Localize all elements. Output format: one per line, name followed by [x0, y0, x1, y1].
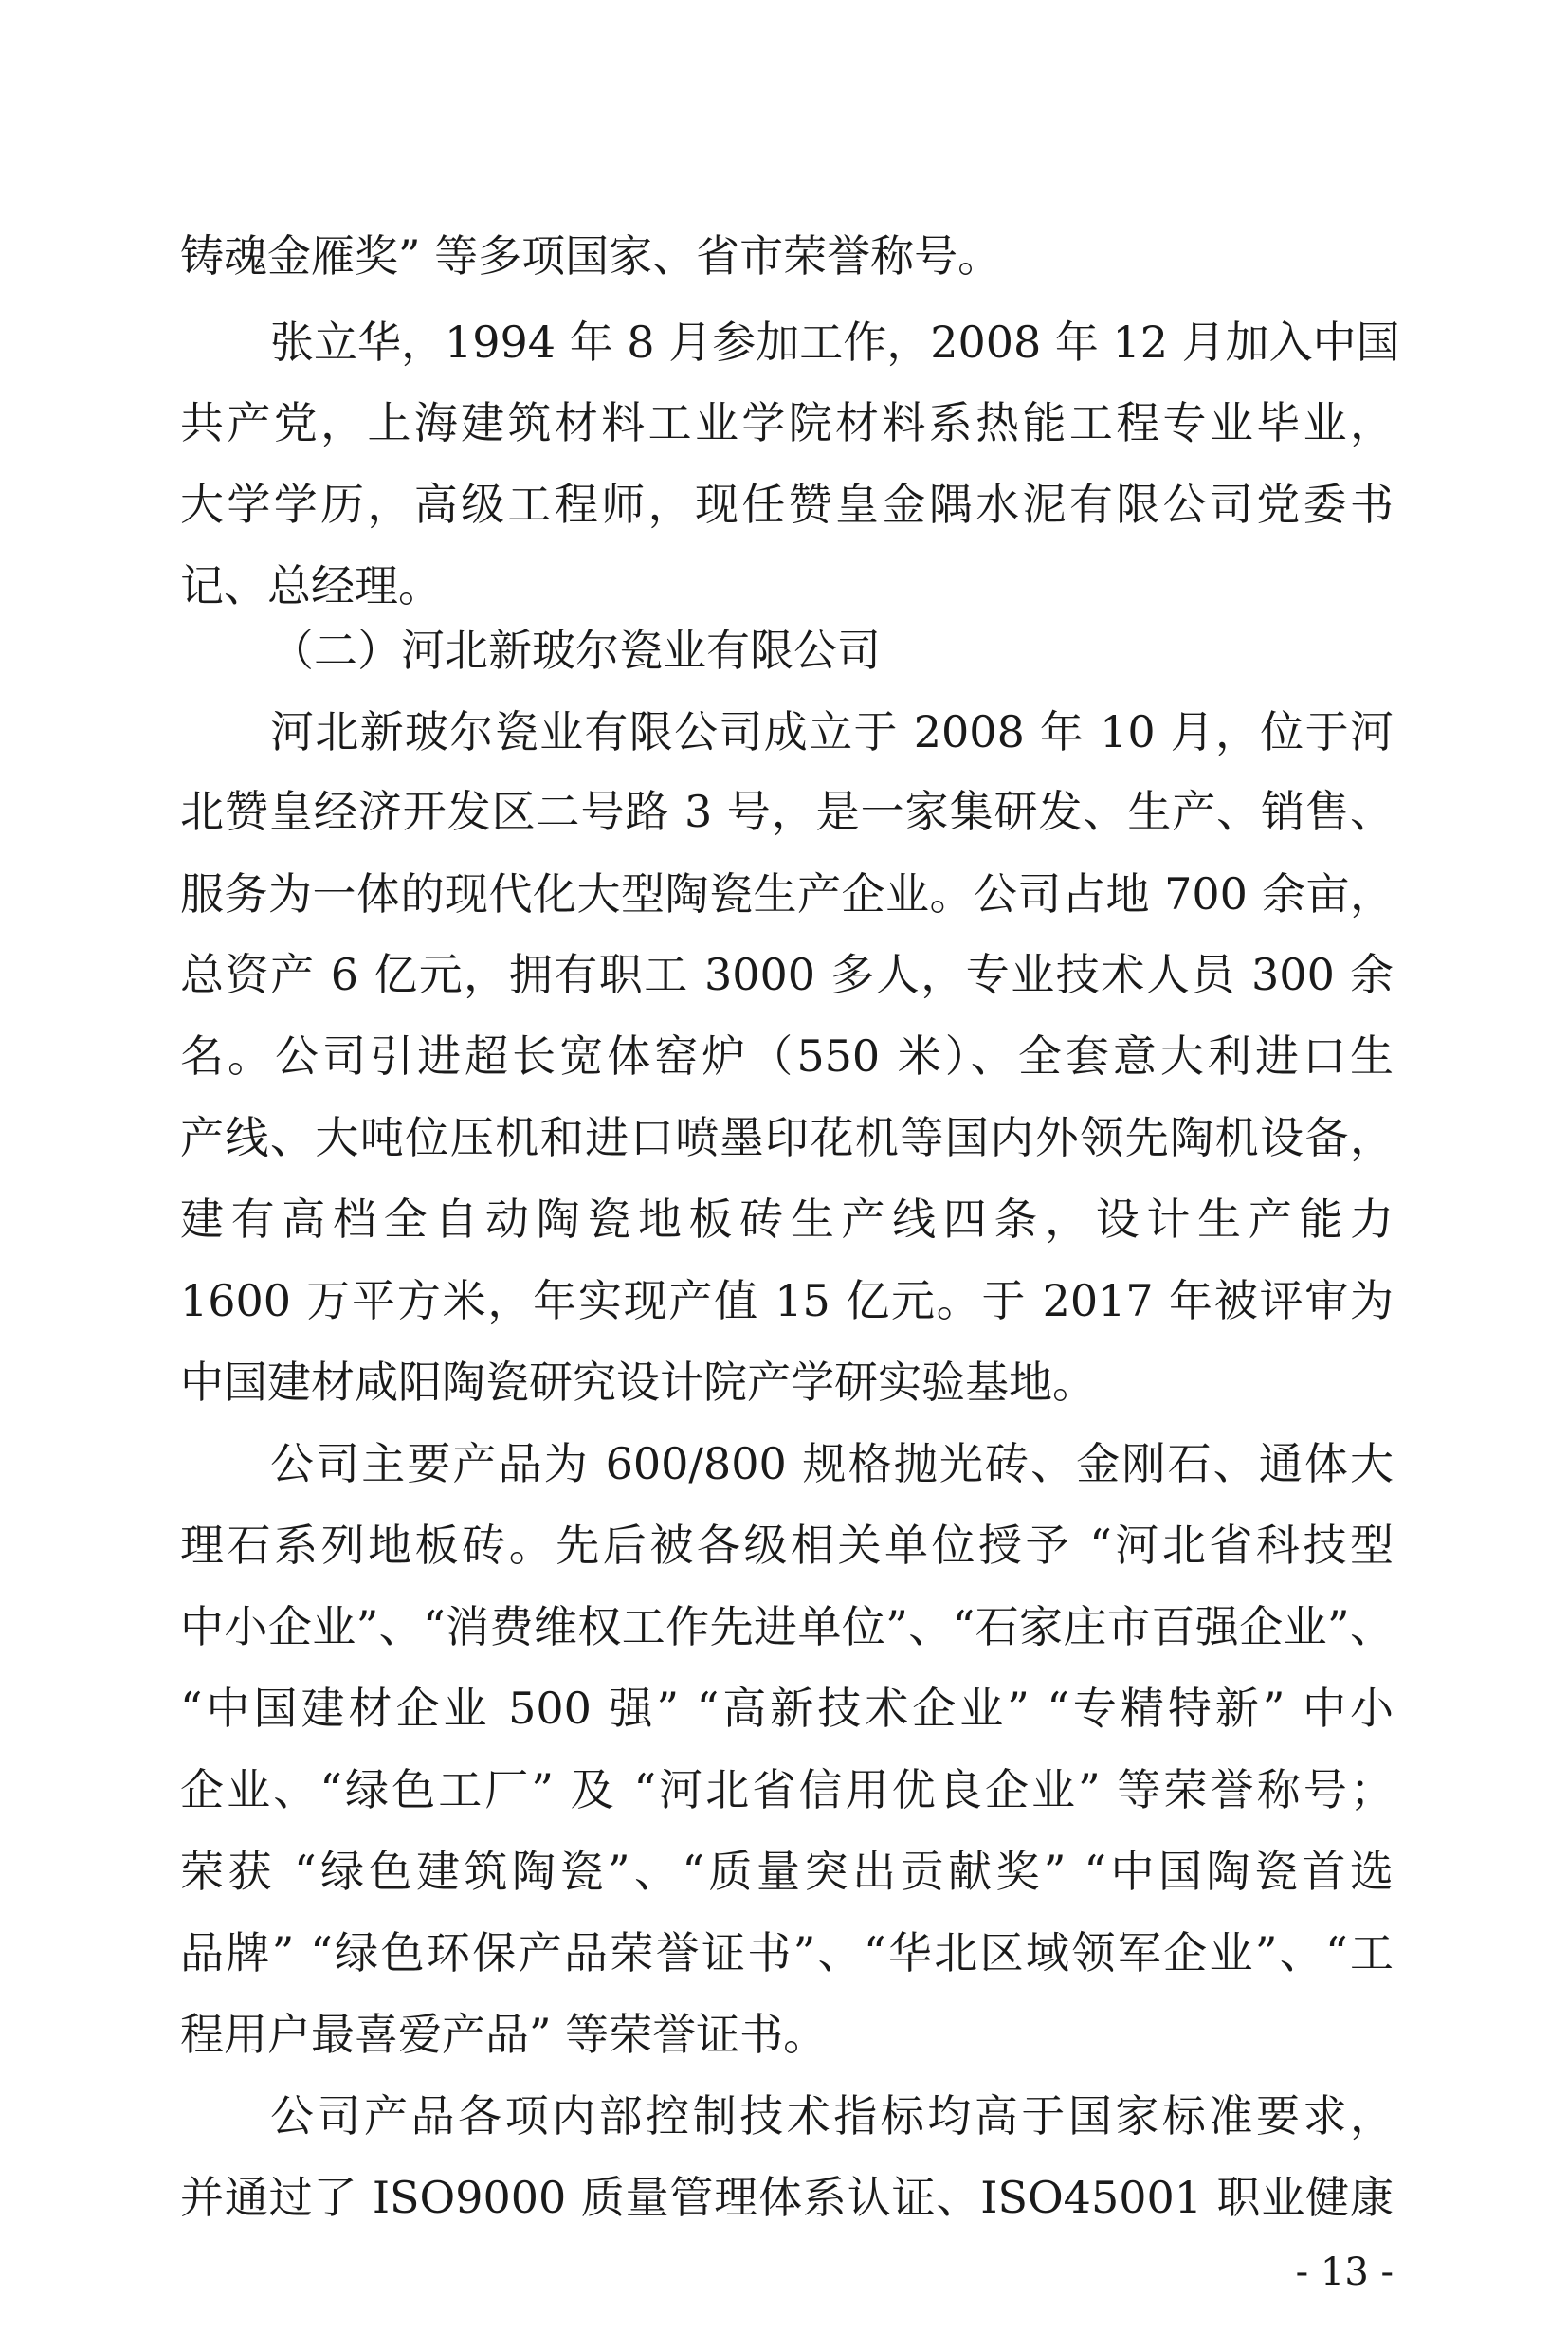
- text-line: 企业、“绿色工厂” 及 “河北省信用优良企业” 等荣誉称号；: [180, 1764, 1394, 1815]
- text-line: 公司产品各项内部控制技术指标均高于国家标准要求，: [270, 2090, 1394, 2141]
- text-line: 荣获 “绿色建筑陶瓷”、“质量突出贡献奖” “中国陶瓷首选: [180, 1846, 1394, 1897]
- text-line: 并通过了 ISO9000 质量管理体系认证、ISO45001 职业健康: [180, 2172, 1394, 2223]
- text-line: 名。公司引进超长宽体窑炉（550 米）、全套意大利进口生: [180, 1030, 1394, 1082]
- text-line: 铸魂金雁奖” 等多项国家、省市荣誉称号。: [180, 230, 1002, 282]
- text-line: “中国建材企业 500 强” “高新技术企业” “专精特新” 中小: [180, 1683, 1394, 1734]
- section-heading: （二）河北新玻尔瓷业有限公司: [270, 625, 881, 676]
- text-line: 产线、大吨位压机和进口喷墨印花机等国内外领先陶机设备，: [180, 1112, 1394, 1163]
- text-line: 张立华，1994 年 8 月参加工作，2008 年 12 月加入中国: [270, 317, 1400, 368]
- text-line: 中小企业”、“消费维权工作先进单位”、“石家庄市百强企业”、: [180, 1601, 1394, 1652]
- text-line: 共产党，上海建筑材料工业学院材料系热能工程专业毕业，: [180, 397, 1394, 448]
- text-line: 总资产 6 亿元，拥有职工 3000 多人，专业技术人员 300 余: [180, 949, 1394, 1000]
- text-line: 建有高档全自动陶瓷地板砖生产线四条，设计生产能力: [180, 1194, 1394, 1245]
- page-number: - 13 -: [1295, 2251, 1394, 2294]
- text-line: 大学学历，高级工程师，现任赞皇金隅水泥有限公司党委书: [180, 479, 1394, 530]
- text-line: 记、总经理。: [180, 560, 442, 611]
- text-line: 服务为一体的现代化大型陶瓷生产企业。公司占地 700 余亩，: [180, 868, 1394, 920]
- text-line: 河北新玻尔瓷业有限公司成立于 2008 年 10 月，位于河: [270, 706, 1394, 757]
- text-line: 中国建材咸阳陶瓷研究设计院产学研实验基地。: [180, 1357, 1096, 1408]
- text-line: 程用户最喜爱产品” 等荣誉证书。: [180, 2009, 828, 2060]
- text-line: 1600 万平方米，年实现产值 15 亿元。于 2017 年被评审为: [180, 1275, 1394, 1326]
- text-line: 品牌” “绿色环保产品荣誉证书”、“华北区域领军企业”、“工: [180, 1927, 1394, 1978]
- text-line: 理石系列地板砖。先后被各级相关单位授予 “河北省科技型: [180, 1520, 1394, 1571]
- text-line: 北赞皇经济开发区二号路 3 号，是一家集研发、生产、销售、: [180, 786, 1394, 837]
- text-line: 公司主要产品为 600/800 规格抛光砖、金刚石、通体大: [270, 1438, 1394, 1489]
